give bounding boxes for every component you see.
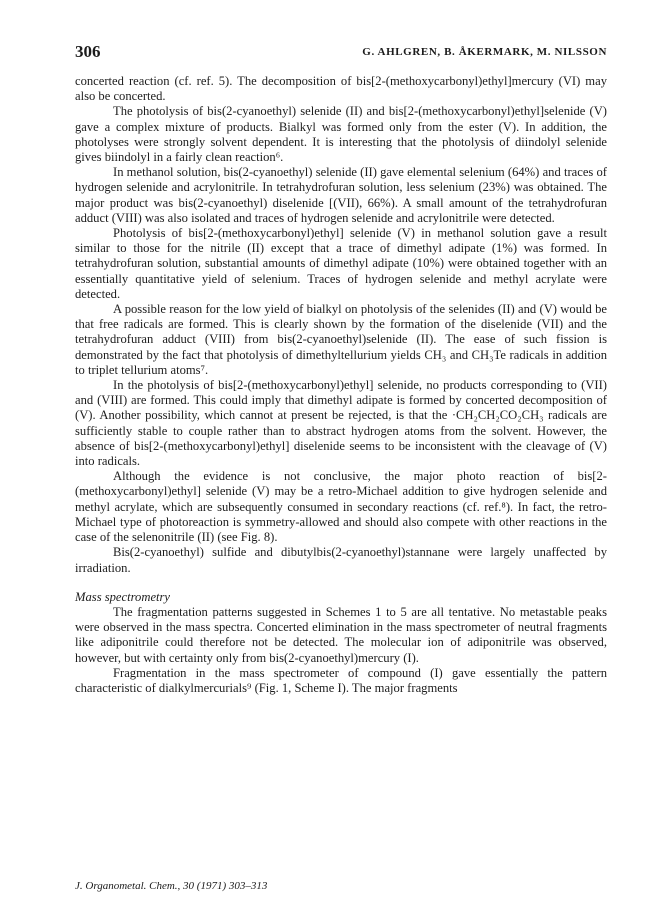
- paragraph: A possible reason for the low yield of bialkyl on photolysis of the selenides (II) and (V) would be that free radicals are formed. This is clearly shown by the formation of the diselenide (VII) and the tetrahydrofuran adduct (VIII) from bis(2-cyanoethyl)selenide (II). The ease of such fission is demonstrated by the fact that photolysis of dimethyltellurium yields CH₃ and CH₃Te radicals in addition to triplet tellurium atoms⁷.: [75, 302, 607, 377]
- article-body: [75, 74, 607, 696]
- paragraph: The photolysis of bis(2-cyanoethyl) selenide (II) and bis[2-(methoxycarbonyl)ethyl]selenide (V) gave a complex mixture of products. Bialkyl was formed only from the ester (V). In addition, the photolyses were strongly solvent dependent. It is interesting that the photolysis of diindolyl selenide gives biindolyl in a fairly clean reaction⁶.: [75, 104, 607, 165]
- paragraph: Photolysis of bis[2-(methoxycarbonyl)ethyl] selenide (V) in methanol solution gave a result similar to those for the nitrile (II) except that a trace of dimethyl adipate (1%) was formed. In tetrahydrofuran solution, substantial amounts of dimethyl adipate (10%) were obtained together with an essentially quantitative yield of selenium. Traces of hydrogen selenide and methyl acrylate were detected.: [75, 226, 607, 301]
- paragraph: In the photolysis of bis[2-(methoxycarbonyl)ethyl] selenide, no products corresponding to (VII) and (VIII) are formed. This could imply that dimethyl adipate is formed by concerted decomposition of (V). Another possibility, which cannot at present be rejected, is that the ·CH₂CH₂CO₂CH₃ radicals are sufficiently stable to couple rather than to abstract hydrogen atoms from the solvent. However, the absence of bis[2-(methoxycarbonyl)ethyl] diselenide seems to be inconsistent with the cleavage of (V) into radicals.: [75, 378, 607, 469]
- paragraph: Bis(2-cyanoethyl) sulfide and dibutylbis(2-cyanoethyl)stannane were largely unaffected by irradiation.: [75, 545, 607, 575]
- paragraph: In methanol solution, bis(2-cyanoethyl) selenide (II) gave elemental selenium (64%) and traces of hydrogen selenide and acrylonitrile. In tetrahydrofuran solution, less selenium (23%) was obtained. The major product was bis(2-cyanoethyl) diselenide [(VII), 66%). A small amount of the tetrahydrofuran adduct (VIII) was also isolated and traces of hydrogen selenide and acrylonitrile were detected.: [75, 165, 607, 225]
- running-head: G. AHLGREN, B. ÅKERMARK, M. NILSSON: [362, 46, 607, 58]
- section-heading: Mass spectrometry: [75, 589, 171, 604]
- paragraph: concerted reaction (cf. ref. 5). The decomposition of bis[2-(methoxycarbonyl)ethyl]mercury (VI) may also be concerted.: [75, 74, 607, 104]
- paragraph: The fragmentation patterns suggested in Schemes 1 to 5 are all tentative. No metastable peaks were observed in the mass spectra. Concerted elimination in the mass spectrometer of neutral fragments like adiponitrile could therefore not be detected. The molecular ion of adiponitrile was observed, however, but with certainty only from bis(2-cyanoethyl)mercury (I).: [75, 604, 607, 665]
- journal-citation: J. Organometal. Chem., 30 (1971) 303–313: [75, 880, 268, 892]
- page-header: [75, 42, 607, 64]
- page-number: 306: [75, 42, 101, 61]
- paragraph: Although the evidence is not conclusive, the major photo reaction of bis[2-(methoxycarbonyl)ethyl] selenide (V) may be a retro-Michael addition to give hydrogen selenide and methyl acrylate, which are subsequently consumed in secondary reactions (cf. ref.⁸). In fact, the retro-Michael type of photoreaction is symmetry-allowed and should also compete with other reactions in the case of the selenonitrile (II) (see Fig. 8).: [75, 469, 607, 545]
- paragraph: Fragmentation in the mass spectrometer of compound (I) gave essentially the pattern characteristic of dialkylmercurials⁹ (Fig. 1, Scheme I). The major fragments: [75, 665, 607, 695]
